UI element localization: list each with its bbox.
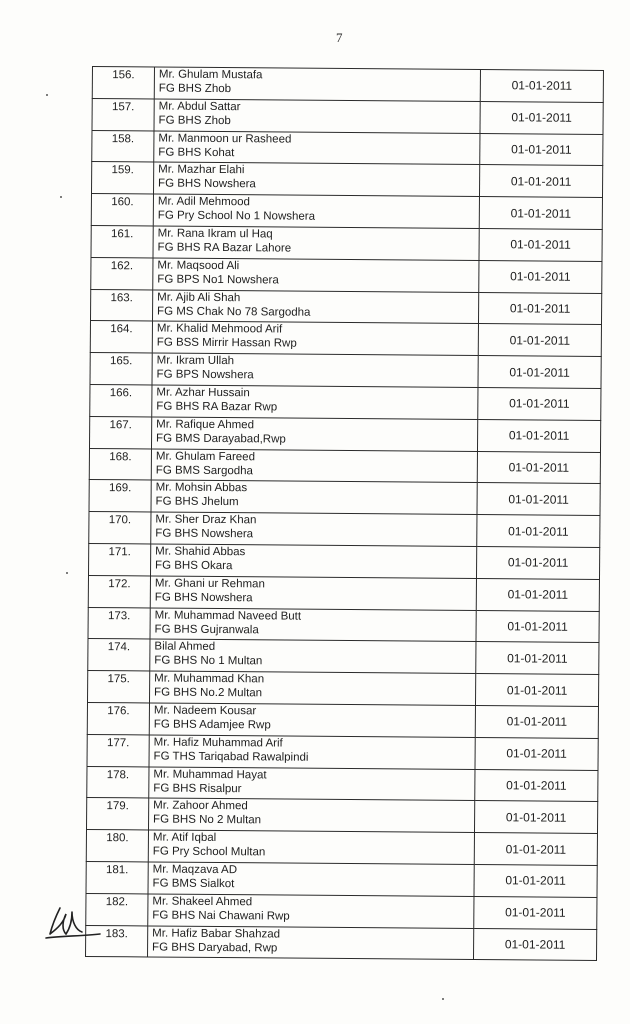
school-name: FG BMS Sialkot bbox=[152, 877, 235, 891]
table-row bbox=[89, 480, 600, 516]
serial-number-cell: 181. bbox=[86, 861, 148, 893]
table-row bbox=[86, 925, 597, 961]
school-name: FG BHS Okara bbox=[155, 559, 233, 573]
name-school-cell bbox=[148, 894, 474, 928]
employee-name: Mr. Shakeel Ahmed bbox=[152, 895, 253, 909]
serial-number-cell: 159. bbox=[91, 162, 153, 194]
employee-name: Mr. Rafique Ahmed bbox=[156, 418, 255, 432]
school-name: FG BHS Nowshera bbox=[158, 177, 256, 191]
table-row bbox=[88, 639, 599, 675]
employee-name: Mr. Ghulam Fareed bbox=[155, 450, 256, 463]
date-cell: 01-01-2011 bbox=[478, 324, 601, 357]
employee-name: Mr. Zahoor Ahmed bbox=[153, 799, 248, 813]
serial-number-cell: 167. bbox=[89, 416, 151, 448]
table-row bbox=[91, 194, 602, 230]
staff-table bbox=[85, 66, 604, 961]
name-school-cell bbox=[153, 194, 479, 228]
name-school-cell bbox=[149, 671, 475, 705]
table-row bbox=[92, 67, 603, 103]
employee-name: Mr. Atif Iqbal bbox=[152, 831, 217, 845]
school-name: FG BHS Zhob bbox=[158, 82, 232, 96]
employee-name: Mr. Sher Draz Khan bbox=[155, 513, 257, 527]
serial-number-cell: 164. bbox=[90, 321, 152, 353]
date-cell: 01-01-2011 bbox=[480, 101, 603, 134]
date-cell: 01-01-2011 bbox=[478, 388, 601, 421]
name-school-cell bbox=[148, 830, 474, 864]
table-row bbox=[88, 575, 599, 611]
table-row bbox=[90, 321, 601, 357]
serial-number-cell: 162. bbox=[91, 257, 153, 289]
serial-number-cell: 166. bbox=[90, 384, 152, 416]
school-name: FG BMS Sargodha bbox=[155, 464, 254, 477]
employee-name: Mr. Muhammad Naveed Butt bbox=[154, 609, 302, 623]
serial-number-cell: 178. bbox=[87, 766, 149, 798]
date-cell: 01-01-2011 bbox=[480, 133, 603, 166]
school-name: FG BHS Zhob bbox=[158, 114, 231, 127]
table-row bbox=[86, 830, 597, 866]
table-row bbox=[91, 162, 602, 198]
date-cell: 01-01-2011 bbox=[474, 864, 597, 897]
name-school-cell bbox=[150, 544, 476, 578]
serial-number-cell: 174. bbox=[88, 639, 150, 671]
date-cell: 01-01-2011 bbox=[474, 801, 597, 834]
table-row bbox=[91, 225, 602, 261]
date-cell: 01-01-2011 bbox=[479, 260, 602, 293]
table-row bbox=[89, 512, 600, 548]
employee-name: Mr. Mohsin Abbas bbox=[155, 481, 248, 495]
employee-name: Mr. Muhammad Hayat bbox=[153, 768, 267, 781]
table-row bbox=[88, 671, 599, 707]
scan-speck bbox=[60, 196, 62, 198]
table-row bbox=[88, 607, 599, 643]
employee-name: Mr. Manmoon ur Rasheed bbox=[158, 132, 292, 146]
date-cell: 01-01-2011 bbox=[477, 515, 600, 548]
school-name: FG BHS Jhelum bbox=[155, 495, 239, 509]
school-name: FG BSS Mirrir Hassan Rwp bbox=[156, 336, 297, 350]
serial-number-cell: 165. bbox=[90, 353, 152, 385]
name-school-cell bbox=[149, 798, 475, 832]
name-school-cell bbox=[150, 576, 476, 610]
staff-table-container bbox=[85, 66, 604, 961]
name-school-cell bbox=[154, 67, 480, 101]
school-name: FG BMS Darayabad,Rwp bbox=[156, 432, 286, 446]
employee-name: Mr. Ikram Ullah bbox=[156, 354, 235, 368]
serial-number-cell: 183. bbox=[86, 925, 148, 957]
serial-number-cell: 156. bbox=[92, 67, 154, 99]
table-row bbox=[90, 384, 601, 420]
name-school-cell bbox=[153, 162, 479, 196]
serial-number-cell: 175. bbox=[88, 671, 150, 703]
serial-number-cell: 160. bbox=[91, 194, 153, 226]
date-cell: 01-01-2011 bbox=[477, 451, 600, 484]
employee-name: Mr. Maqsood Ali bbox=[157, 259, 240, 272]
name-school-cell bbox=[152, 321, 478, 355]
employee-name: Bilal Ahmed bbox=[154, 640, 216, 654]
employee-name: Mr. Mazhar Elahi bbox=[158, 163, 245, 177]
table-row bbox=[89, 543, 600, 579]
school-name: FG BHS Nowshera bbox=[154, 591, 253, 605]
date-cell: 01-01-2011 bbox=[478, 292, 601, 325]
table-row bbox=[87, 734, 598, 770]
school-name: FG BHS Gujranwala bbox=[154, 623, 259, 636]
school-name: FG Pry School No 1 Nowshera bbox=[157, 209, 316, 223]
employee-name: Mr. Adil Mehmood bbox=[157, 195, 251, 209]
serial-number-cell: 158. bbox=[92, 130, 154, 162]
date-cell: 01-01-2011 bbox=[475, 737, 598, 770]
employee-name: Mr. Hafiz Muhammad Arif bbox=[153, 736, 283, 750]
serial-number-cell: 169. bbox=[89, 480, 151, 512]
school-name: FG BHS RA Bazar Rwp bbox=[156, 400, 278, 414]
school-name: FG BHS No 2 Multan bbox=[153, 813, 262, 827]
name-school-cell bbox=[154, 131, 480, 165]
name-school-cell bbox=[148, 862, 474, 896]
school-name: FG MS Chak No 78 Sargodha bbox=[157, 305, 311, 319]
name-school-cell bbox=[152, 290, 478, 324]
date-cell: 01-01-2011 bbox=[476, 578, 599, 611]
table-row bbox=[90, 289, 601, 325]
date-cell: 01-01-2011 bbox=[475, 674, 598, 707]
serial-number-cell: 177. bbox=[87, 734, 149, 766]
table-row bbox=[92, 130, 603, 166]
table-row bbox=[90, 353, 601, 389]
employee-name: Mr. Muhammad Khan bbox=[154, 672, 265, 686]
school-name: FG THS Tariqabad Rawalpindi bbox=[153, 750, 309, 764]
date-cell: 01-01-2011 bbox=[477, 483, 600, 516]
date-cell: 01-01-2011 bbox=[479, 229, 602, 262]
serial-number-cell: 171. bbox=[89, 543, 151, 575]
name-school-cell bbox=[148, 925, 474, 959]
name-school-cell bbox=[154, 99, 480, 133]
serial-number-cell: 172. bbox=[88, 575, 150, 607]
date-cell: 01-01-2011 bbox=[475, 705, 598, 738]
date-cell: 01-01-2011 bbox=[474, 896, 597, 929]
employee-name: Mr. Ghulam Mustafa bbox=[158, 68, 263, 82]
date-cell: 01-01-2011 bbox=[476, 642, 599, 675]
employee-name: Mr. Abdul Sattar bbox=[158, 100, 241, 113]
signature-mark bbox=[42, 898, 102, 944]
employee-name: Mr. Ajib Ali Shah bbox=[157, 291, 241, 304]
table-row bbox=[91, 257, 602, 293]
name-school-cell bbox=[149, 703, 475, 737]
name-school-cell bbox=[151, 480, 477, 514]
date-cell: 01-01-2011 bbox=[476, 610, 599, 643]
employee-name: Mr. Azhar Hussain bbox=[156, 386, 250, 400]
date-cell: 01-01-2011 bbox=[473, 928, 596, 961]
date-cell: 01-01-2011 bbox=[476, 546, 599, 579]
name-school-cell bbox=[150, 639, 476, 673]
name-school-cell bbox=[149, 767, 475, 801]
name-school-cell bbox=[153, 258, 479, 292]
school-name: FG BHS Kohat bbox=[158, 146, 235, 159]
school-name: FG BHS Risalpur bbox=[153, 782, 242, 795]
table-row bbox=[89, 448, 600, 484]
serial-number-cell: 179. bbox=[87, 798, 149, 830]
table-row bbox=[86, 861, 597, 897]
serial-number-cell: 182. bbox=[86, 893, 148, 925]
school-name: FG BPS Nowshera bbox=[156, 368, 254, 382]
staff-table-body bbox=[86, 67, 604, 961]
table-row bbox=[89, 416, 600, 452]
page-number: 7 bbox=[336, 30, 343, 45]
serial-number-cell: 173. bbox=[88, 607, 150, 639]
date-cell: 01-01-2011 bbox=[479, 165, 602, 198]
date-cell: 01-01-2011 bbox=[479, 197, 602, 230]
school-name: FG BPS No1 Nowshera bbox=[157, 273, 279, 287]
employee-name: Mr. Maqzava AD bbox=[152, 863, 238, 877]
scan-speck bbox=[442, 998, 444, 1000]
employee-name: Mr. Khalid Mehmood Arif bbox=[156, 322, 283, 336]
date-cell: 01-01-2011 bbox=[474, 833, 597, 866]
scan-speck bbox=[46, 94, 48, 96]
serial-number-cell: 180. bbox=[86, 830, 148, 862]
name-school-cell bbox=[152, 353, 478, 387]
serial-number-cell: 176. bbox=[87, 702, 149, 734]
serial-number-cell: 170. bbox=[89, 512, 151, 544]
date-cell: 01-01-2011 bbox=[475, 769, 598, 802]
serial-number-cell: 163. bbox=[90, 289, 152, 321]
name-school-cell bbox=[150, 608, 476, 642]
name-school-cell bbox=[153, 226, 479, 260]
school-name: FG BHS RA Bazar Lahore bbox=[157, 241, 292, 255]
date-cell: 01-01-2011 bbox=[477, 419, 600, 452]
school-name: FG BHS No.2 Multan bbox=[154, 686, 263, 700]
table-row bbox=[86, 893, 597, 929]
serial-number-cell: 161. bbox=[91, 225, 153, 257]
table-row bbox=[87, 798, 598, 834]
school-name: FG BHS Daryabad, Rwp bbox=[152, 941, 278, 954]
table-row bbox=[87, 766, 598, 802]
table-row bbox=[92, 98, 603, 134]
name-school-cell bbox=[149, 735, 475, 769]
school-name: FG Pry School Multan bbox=[152, 845, 266, 859]
table-row bbox=[87, 702, 598, 738]
serial-number-cell: 157. bbox=[92, 98, 154, 130]
school-name: FG BHS Nai Chawani Rwp bbox=[152, 909, 290, 923]
employee-name: Mr. Shahid Abbas bbox=[155, 545, 246, 559]
name-school-cell bbox=[151, 512, 477, 546]
name-school-cell bbox=[151, 417, 477, 451]
school-name: FG BHS Nowshera bbox=[155, 527, 254, 541]
name-school-cell bbox=[151, 449, 477, 483]
employee-name: Mr. Nadeem Kousar bbox=[153, 704, 257, 718]
date-cell: 01-01-2011 bbox=[480, 70, 603, 103]
school-name: FG BHS Adamjee Rwp bbox=[153, 718, 271, 732]
employee-name: Mr. Ghani ur Rehman bbox=[154, 577, 265, 591]
employee-name: Mr. Rana Ikram ul Haq bbox=[157, 227, 273, 241]
name-school-cell bbox=[152, 385, 478, 419]
date-cell: 01-01-2011 bbox=[478, 356, 601, 389]
serial-number-cell: 168. bbox=[89, 448, 151, 480]
employee-name: Mr. Hafiz Babar Shahzad bbox=[152, 927, 281, 941]
scan-speck bbox=[66, 572, 68, 574]
school-name: FG BHS No 1 Multan bbox=[154, 654, 263, 668]
